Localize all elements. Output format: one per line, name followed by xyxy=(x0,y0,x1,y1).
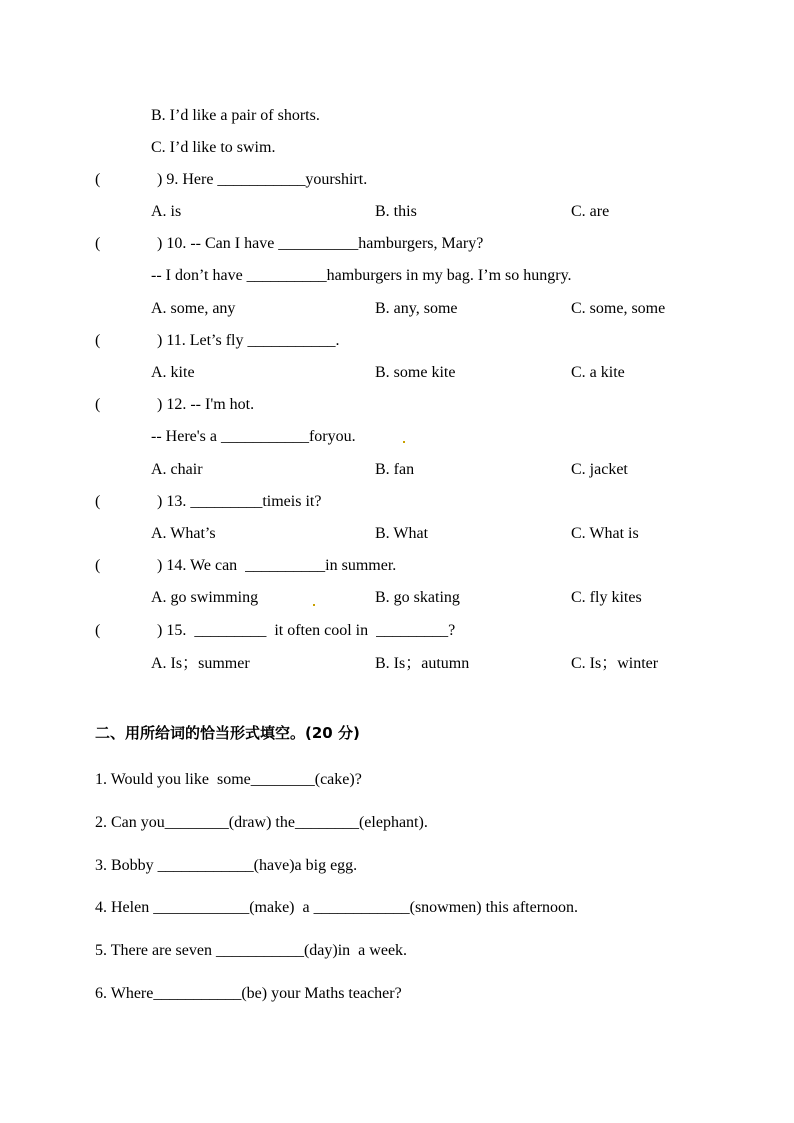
q12-answer-paren: ( xyxy=(95,396,101,413)
q13-answer-paren: ( xyxy=(95,493,101,510)
q12-option-c: C. jacket xyxy=(571,461,628,478)
q13-option-b: B. What xyxy=(375,525,429,542)
q9-option-c: C. are xyxy=(571,203,610,220)
fill-in-item-4: 4. Helen ____________(make) a ____________(snowmen) this afternoon. xyxy=(95,899,579,916)
q10-stem: ) 10. -- Can I have __________hamburgers, Mary? xyxy=(157,235,484,252)
stray-dot-mark xyxy=(313,604,315,606)
q13-option-c: C. What is xyxy=(571,525,639,542)
q10-answer-paren: ( xyxy=(95,235,101,252)
q9-option-a: A. is xyxy=(151,203,182,220)
q15-option-c: C. Is；winter xyxy=(571,655,659,672)
q15-stem: ) 15. _________ it often cool in _________? xyxy=(157,622,456,639)
q11-option-c: C. a kite xyxy=(571,364,625,381)
q9-option-b: B. this xyxy=(375,203,417,220)
fill-in-item-2: 2. Can you________(draw) the________(elephant). xyxy=(95,814,428,831)
q9-answer-paren: ( xyxy=(95,171,101,188)
q9-stem: ) 9. Here ___________yourshirt. xyxy=(157,171,368,188)
q14-option-b: B. go skating xyxy=(375,589,460,606)
q15-option-b: B. Is；autumn xyxy=(375,655,470,672)
fill-in-item-3: 3. Bobby ____________(have)a big egg. xyxy=(95,857,358,874)
fill-in-item-6: 6. Where___________(be) your Maths teacher? xyxy=(95,985,402,1002)
q13-option-a: A. What’s xyxy=(151,525,216,542)
fill-in-item-1: 1. Would you like some________(cake)? xyxy=(95,771,362,788)
q12-line-2: -- Here's a ___________foryou. xyxy=(151,428,356,445)
q10-option-a: A. some, any xyxy=(151,300,236,317)
q14-option-a: A. go swimming xyxy=(151,589,259,606)
q14-stem: ) 14. We can __________in summer. xyxy=(157,557,397,574)
q13-stem: ) 13. _________timeis it? xyxy=(157,493,322,510)
fill-in-item-5: 5. There are seven ___________(day)in a week. xyxy=(95,942,408,959)
q14-option-c: C. fly kites xyxy=(571,589,642,606)
q12-option-b: B. fan xyxy=(375,461,415,478)
q10-option-c: C. some, some xyxy=(571,300,666,317)
q8-option-c: C. I’d like to swim. xyxy=(151,139,276,156)
q11-option-a: A. kite xyxy=(151,364,195,381)
q10-line-2: -- I don’t have __________hamburgers in my bag. I’m so hungry. xyxy=(151,267,572,284)
section-2-heading: 二、用所给词的恰当形式填空。(20 分) xyxy=(95,724,360,742)
q11-stem: ) 11. Let’s fly ___________. xyxy=(157,332,340,349)
q8-option-b: B. I’d like a pair of shorts. xyxy=(151,107,320,124)
q15-answer-paren: ( xyxy=(95,622,101,639)
q15-option-a: A. Is；summer xyxy=(151,655,250,672)
q12-stem: ) 12. -- I'm hot. xyxy=(157,396,255,413)
q11-answer-paren: ( xyxy=(95,332,101,349)
q10-option-b: B. any, some xyxy=(375,300,458,317)
q12-option-a: A. chair xyxy=(151,461,203,478)
stray-dot-mark xyxy=(403,441,405,443)
q14-answer-paren: ( xyxy=(95,557,101,574)
q11-option-b: B. some kite xyxy=(375,364,456,381)
